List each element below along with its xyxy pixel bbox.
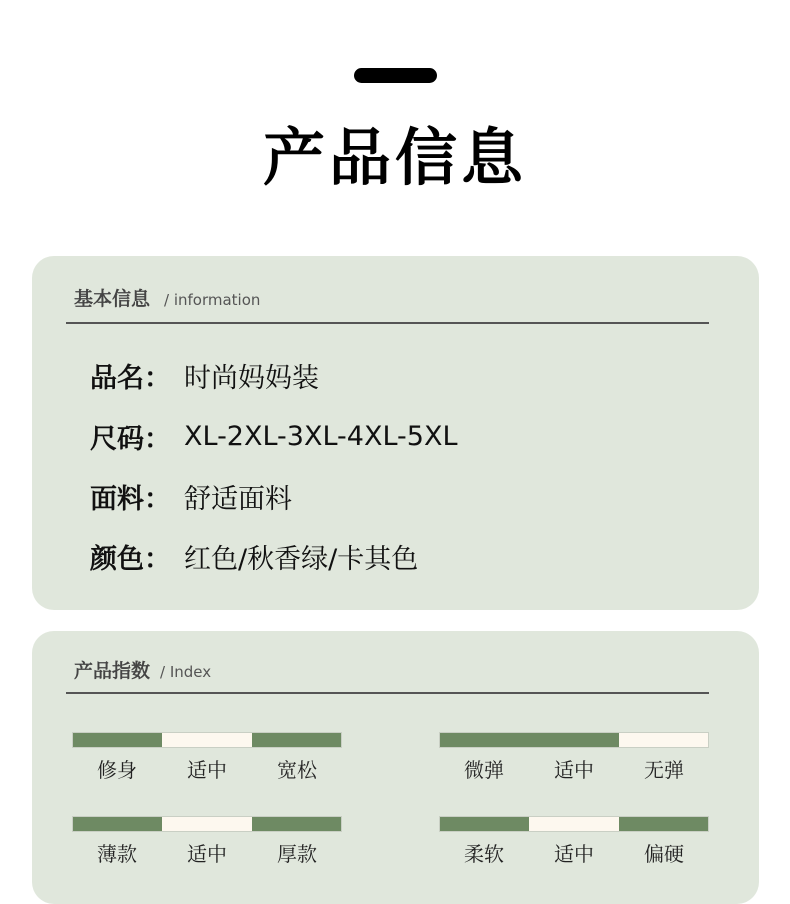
meter-thickness <box>72 816 342 867</box>
info-row-value: XL-2XL-3XL-4XL-5XL <box>184 420 458 452</box>
info-row-label: 尺码： <box>90 423 171 455</box>
meter-softness <box>439 816 709 867</box>
meter-segment <box>162 817 251 831</box>
meter-segment <box>440 733 529 747</box>
meter-label: 微弹 <box>464 758 504 782</box>
meter-bar <box>72 816 342 832</box>
info-row-value: 舒适面料 <box>184 483 292 515</box>
meter-segment <box>252 733 341 747</box>
meter-label: 适中 <box>554 758 594 782</box>
meter-segment <box>73 733 162 747</box>
meter-label: 柔软 <box>464 842 504 866</box>
basic-info-header <box>74 284 260 311</box>
meter-label: 厚款 <box>277 842 317 866</box>
info-row-size <box>90 416 457 456</box>
meter-segment <box>440 817 529 831</box>
meter-segment <box>619 733 708 747</box>
meter-fit <box>72 732 342 783</box>
meter-segment <box>529 733 618 747</box>
meter-label: 适中 <box>187 842 227 866</box>
page-title: 产品信息 <box>262 121 527 194</box>
header-pill-decoration <box>354 68 437 83</box>
meter-label: 宽松 <box>277 758 317 782</box>
basic-info-divider <box>66 322 709 324</box>
meter-segment <box>73 817 162 831</box>
meter-label: 适中 <box>187 758 227 782</box>
product-index-subtitle: / Index <box>160 663 212 681</box>
meter-elasticity <box>439 732 709 783</box>
meter-label: 无弹 <box>644 758 684 782</box>
info-row-value: 时尚妈妈装 <box>184 362 319 394</box>
meter-bar <box>439 816 709 832</box>
meter-bar <box>439 732 709 748</box>
meter-segment <box>529 817 618 831</box>
product-index-title: 产品指数 <box>74 660 151 682</box>
meter-label: 偏硬 <box>644 842 684 866</box>
meter-label: 薄款 <box>97 842 137 866</box>
meter-label: 修身 <box>97 758 137 782</box>
basic-info-subtitle: / information <box>164 291 261 309</box>
info-row-value: 红色/秋香绿/卡其色 <box>184 543 419 575</box>
meter-bar <box>72 732 342 748</box>
meter-label: 适中 <box>554 842 594 866</box>
info-row-fabric <box>90 476 292 516</box>
meter-segment <box>162 733 251 747</box>
product-index-divider <box>66 692 709 694</box>
info-row-color <box>90 536 418 576</box>
product-index-header <box>74 656 211 683</box>
info-row-label: 面料： <box>90 483 171 515</box>
info-row-name <box>90 355 319 395</box>
basic-info-title: 基本信息 <box>74 288 151 310</box>
info-row-label: 品名： <box>90 362 171 394</box>
info-row-label: 颜色： <box>90 543 171 575</box>
meter-segment <box>619 817 708 831</box>
meter-segment <box>252 817 341 831</box>
